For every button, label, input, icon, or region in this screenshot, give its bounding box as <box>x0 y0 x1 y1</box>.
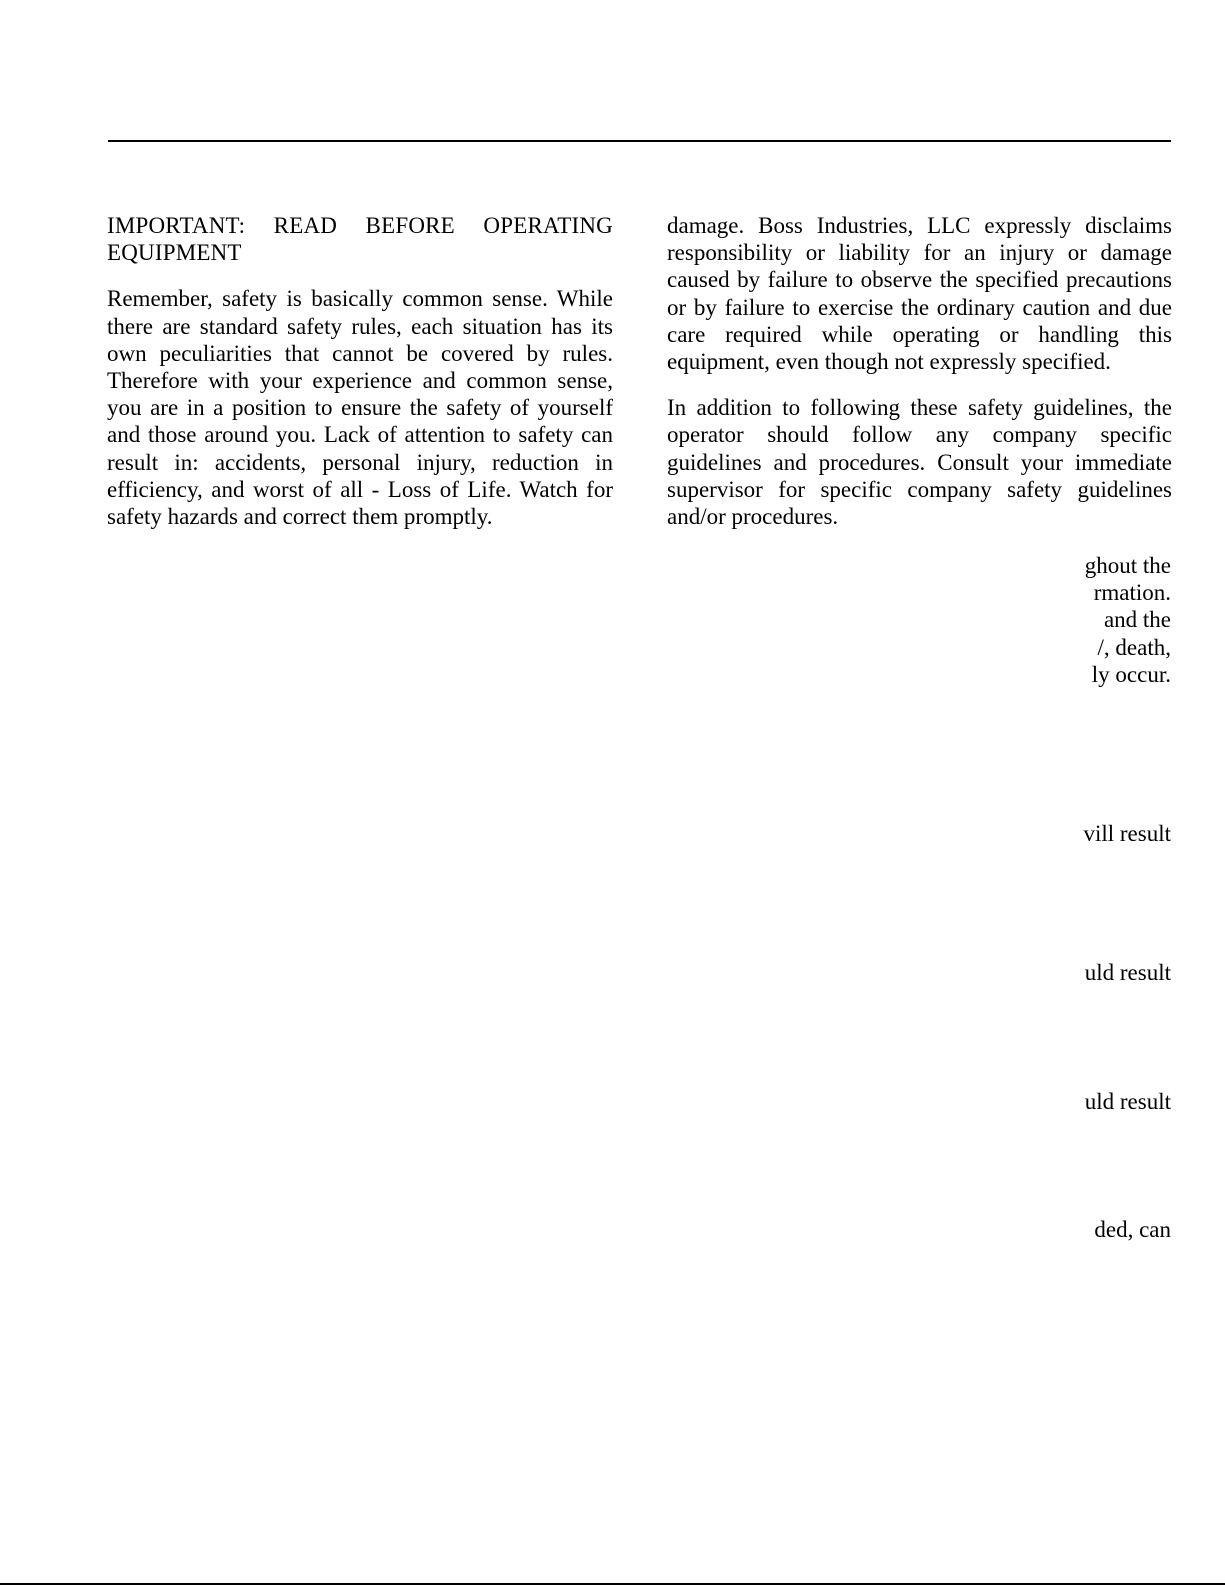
header-rule <box>108 140 1171 142</box>
clipped-text-fragment: uld result <box>1084 960 1171 985</box>
guidelines-paragraph: In addition to following these safety guidelines, the operator should follow any company specific guidelines and procedures. Consult your immediate supervisor for specific company safety guidelines and/or procedures. <box>667 395 1172 530</box>
clipped-text-fragment: ded, can <box>1094 1217 1171 1242</box>
disclaimer-paragraph: damage. Boss Industries, LLC expressly disclaims responsibility or liability for an injury or damage caused by failure to observe the specified precautions or by failure to exercise the ordinary caution and due care required while operating or handling this equipment, even though not expressly specified. <box>667 213 1172 375</box>
clipped-text-fragment: uld result <box>1084 1089 1171 1114</box>
clipped-text-fragment: vill result <box>1083 821 1171 846</box>
clipped-text-line: ghout the <box>1084 553 1171 578</box>
section-heading: IMPORTANT: READ BEFORE OPERATING EQUIPMENT <box>107 213 613 266</box>
clipped-text-line: ly occur. <box>1091 661 1171 687</box>
left-column <box>107 212 613 549</box>
clipped-text-line: /, death, <box>1097 634 1171 660</box>
clipped-text-block <box>1085 552 1171 688</box>
clipped-text-line: rmation. <box>1093 580 1171 606</box>
right-column <box>667 212 1172 549</box>
safety-paragraph: Remember, safety is basically common sense. While there are standard safety rules, each situation has its own peculiarities that cannot be covered by rules. Therefore with your experience and common sense, you are in a position to ensure the safety of yourself and those around you. Lack of attention to safety can result in: accidents, personal injury, reduction in efficiency, and worst of all - Loss of Life. Watch for safety hazards and correct them promptly. <box>107 286 613 530</box>
clipped-text-line: and the <box>1103 607 1171 633</box>
